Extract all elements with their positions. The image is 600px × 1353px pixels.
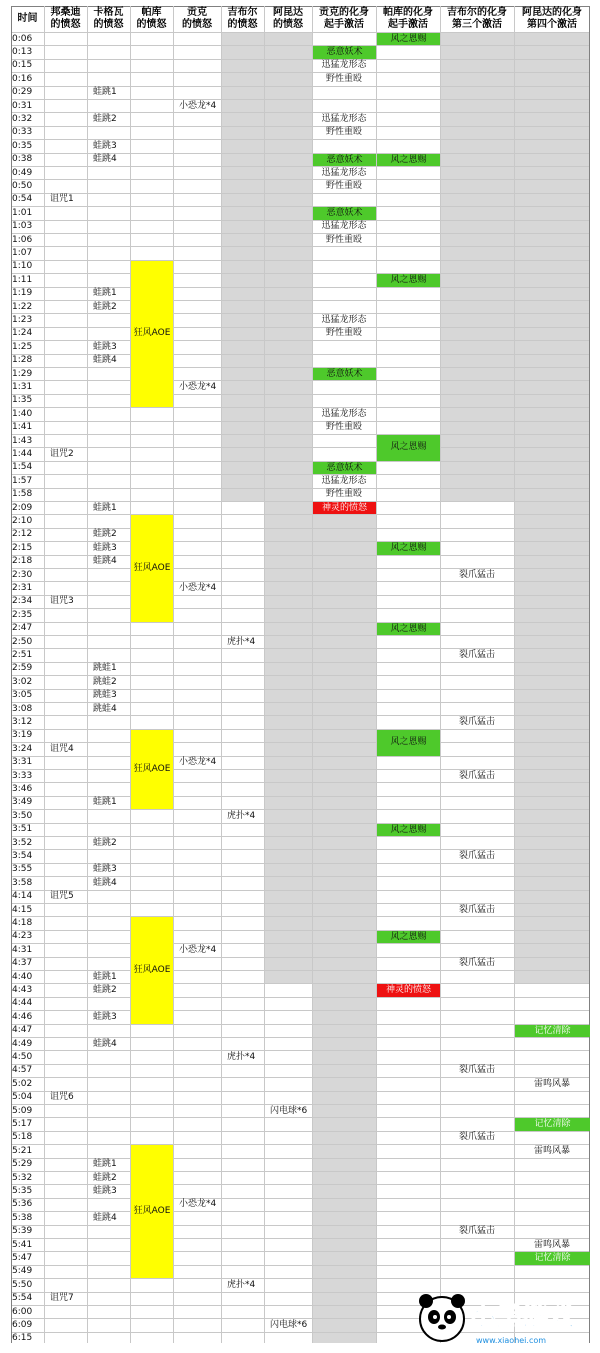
time-cell: 0:13	[12, 46, 33, 57]
event-cell: 跳蛙1	[93, 663, 117, 674]
event-cell: 蛙跳4	[93, 154, 117, 165]
time-cell: 1:01	[12, 207, 33, 218]
time-cell: 6:00	[12, 1306, 33, 1317]
event-cell: 裂爪猛击	[458, 569, 495, 580]
event-cell: 裂爪猛击	[458, 1065, 495, 1076]
event-cell: 诅咒4	[50, 743, 74, 754]
event-cell: 野性重殴	[325, 73, 362, 84]
event-cell: 小恐龙*4	[179, 582, 217, 593]
time-cell: 3:55	[12, 864, 33, 875]
event-cell: 蛙跳4	[93, 355, 117, 366]
time-cell: 3:24	[12, 743, 33, 754]
column-header-line: 的愤怒	[136, 19, 167, 30]
time-cell: 2:50	[12, 636, 33, 647]
event-cell: 迅猛龙形态	[321, 221, 367, 232]
column-header-line: 帕库的化身	[383, 7, 433, 18]
column-header-line: 的愤怒	[227, 19, 258, 30]
event-cell: 裂爪猛击	[458, 958, 495, 969]
time-cell: 3:31	[12, 757, 33, 768]
merged-event-cell: 狂风AOE	[131, 730, 173, 809]
event-cell: 蛙跳2	[93, 529, 117, 540]
event-cell: 裂爪猛击	[458, 1226, 495, 1237]
time-cell: 0:16	[12, 73, 33, 84]
time-cell: 0:33	[12, 127, 33, 138]
event-cell: 记忆清除	[515, 1252, 590, 1264]
event-cell: 野性重殴	[325, 422, 362, 433]
logo-text: 小黑游戏	[470, 1302, 575, 1332]
event-cell: 诅咒5	[50, 891, 74, 902]
time-cell: 4:43	[12, 984, 33, 995]
event-cell: 迅猛龙形态	[321, 475, 367, 486]
event-cell: 风之恩赐	[377, 623, 440, 635]
time-cell: 5:29	[12, 1159, 33, 1170]
event-cell: 恶意妖术	[313, 46, 376, 58]
event-cell: 裂爪猛击	[458, 1132, 495, 1143]
event-cell: 记忆清除	[515, 1025, 590, 1037]
time-cell: 1:28	[12, 355, 33, 366]
event-cell: 雷鸣风暴	[533, 1239, 570, 1250]
time-cell: 4:49	[12, 1038, 33, 1049]
time-cell: 2:31	[12, 582, 33, 593]
time-cell: 6:09	[12, 1319, 33, 1330]
time-cell: 3:50	[12, 810, 33, 821]
time-cell: 1:23	[12, 314, 33, 325]
time-cell: 2:47	[12, 623, 33, 634]
event-cell: 诅咒6	[50, 1092, 74, 1103]
event-cell: 闪电球*6	[270, 1105, 308, 1116]
column-header-line: 时间	[17, 13, 38, 24]
event-cell: 蛙跳4	[93, 1038, 117, 1049]
event-cell: 小恐龙*4	[179, 944, 217, 955]
time-cell: 3:19	[12, 730, 33, 741]
event-cell: 蛙跳1	[93, 502, 117, 513]
merged-event-cell: 狂风AOE	[131, 917, 173, 1023]
event-cell: 裂爪猛击	[458, 770, 495, 781]
time-cell: 0:15	[12, 60, 33, 71]
time-cell: 5:50	[12, 1279, 33, 1290]
time-cell: 2:12	[12, 529, 33, 540]
time-cell: 5:02	[12, 1078, 33, 1089]
time-cell: 0:06	[12, 33, 33, 44]
event-cell: 虎扑*4	[227, 810, 256, 821]
event-cell: 蛙跳4	[93, 1212, 117, 1223]
time-cell: 3:58	[12, 877, 33, 888]
column-header-line: 的愤怒	[93, 19, 124, 30]
event-cell: 跳蛙4	[93, 703, 117, 714]
event-cell: 蛙跳3	[93, 140, 117, 151]
column-header-line: 的愤怒	[182, 19, 212, 30]
column-header-line: 起手激活	[324, 19, 364, 30]
time-cell: 0:29	[12, 87, 33, 98]
time-cell: 4:37	[12, 958, 33, 969]
event-cell: 蛙跳1	[93, 87, 117, 98]
time-cell: 2:18	[12, 556, 33, 567]
time-cell: 1:35	[12, 395, 33, 406]
time-cell: 4:57	[12, 1065, 33, 1076]
time-cell: 5:49	[12, 1266, 33, 1277]
time-cell: 2:10	[12, 515, 33, 526]
time-cell: 5:09	[12, 1105, 33, 1116]
time-cell: 4:47	[12, 1025, 33, 1036]
event-cell: 蛙跳1	[93, 797, 117, 808]
event-cell: 野性重殴	[325, 234, 362, 245]
time-cell: 1:29	[12, 368, 33, 379]
event-cell: 诅咒1	[50, 194, 74, 205]
event-cell: 神灵的愤怒	[313, 502, 376, 514]
event-cell: 跳蛙3	[93, 690, 117, 701]
event-cell: 风之恩赐	[377, 824, 440, 836]
time-cell: 5:21	[12, 1145, 33, 1156]
event-cell: 蛙跳2	[93, 1172, 117, 1183]
column-header-line: 阿昆达	[273, 7, 303, 18]
time-cell: 3:33	[12, 770, 33, 781]
event-cell: 蛙跳3	[93, 1185, 117, 1196]
merged-event-cell: 风之恩赐	[377, 435, 440, 461]
event-cell: 虎扑*4	[227, 1279, 256, 1290]
event-cell: 闪电球*6	[270, 1319, 308, 1330]
event-cell: 迅猛龙形态	[321, 314, 367, 325]
event-cell: 蛙跳2	[93, 984, 117, 995]
column-header-line: 邦桑迪	[50, 7, 81, 18]
event-cell: 裂爪猛击	[458, 850, 495, 861]
time-cell: 5:36	[12, 1199, 33, 1210]
time-cell: 1:54	[12, 462, 33, 473]
event-cell: 小恐龙*4	[179, 1199, 217, 1210]
event-cell: 记忆清除	[515, 1118, 590, 1130]
event-cell: 蛙跳2	[93, 837, 117, 848]
time-cell: 2:35	[12, 609, 33, 620]
time-cell: 3:49	[12, 797, 33, 808]
event-cell: 神灵的愤怒	[377, 984, 440, 996]
event-cell: 蛙跳4	[93, 556, 117, 567]
time-cell: 3:52	[12, 837, 33, 848]
time-cell: 1:57	[12, 475, 33, 486]
time-cell: 1:58	[12, 489, 33, 500]
time-cell: 1:31	[12, 381, 33, 392]
event-cell: 蛙跳1	[93, 971, 117, 982]
time-cell: 2:51	[12, 649, 33, 660]
time-cell: 1:03	[12, 221, 33, 232]
time-cell: 0:54	[12, 194, 33, 205]
time-cell: 1:24	[12, 328, 33, 339]
column-header-line: 的愤怒	[50, 19, 81, 30]
merged-event-cell: 狂风AOE	[131, 515, 173, 621]
event-cell: 诅咒2	[50, 448, 74, 459]
event-cell: 野性重殴	[325, 328, 362, 339]
time-cell: 1:11	[12, 274, 33, 285]
time-cell: 2:59	[12, 663, 33, 674]
merged-event-cell: 狂风AOE	[131, 261, 173, 407]
event-cell: 蛙跳3	[93, 542, 117, 553]
time-cell: 1:19	[12, 288, 33, 299]
time-cell: 3:12	[12, 716, 33, 727]
time-cell: 3:46	[12, 783, 33, 794]
event-cell: 迅猛龙形态	[321, 408, 367, 419]
time-cell: 1:41	[12, 422, 33, 433]
time-cell: 4:18	[12, 917, 33, 928]
time-cell: 1:06	[12, 234, 33, 245]
time-cell: 5:35	[12, 1185, 33, 1196]
time-cell: 4:46	[12, 1011, 33, 1022]
column-header-line: 阿昆达的化身	[522, 7, 582, 18]
event-cell: 风之恩赐	[377, 274, 440, 286]
time-cell: 3:54	[12, 850, 33, 861]
event-cell: 雷鸣风暴	[533, 1078, 570, 1089]
event-cell: 虎扑*4	[227, 636, 256, 647]
time-cell: 1:40	[12, 408, 33, 419]
time-cell: 1:44	[12, 448, 33, 459]
event-cell: 小恐龙*4	[179, 757, 217, 768]
column-header-line: 的愤怒	[273, 19, 303, 30]
event-cell: 雷鸣风暴	[533, 1145, 570, 1156]
time-cell: 1:43	[12, 435, 33, 446]
event-cell: 野性重殴	[325, 127, 362, 138]
event-cell: 诅咒3	[50, 596, 74, 607]
column-header-line: 起手激活	[388, 19, 428, 30]
time-cell: 4:40	[12, 971, 33, 982]
time-cell: 5:54	[12, 1293, 33, 1304]
event-cell: 蛙跳2	[93, 113, 117, 124]
column-header-line: 贡克的化身	[319, 7, 369, 18]
event-cell: 野性重殴	[325, 180, 362, 191]
time-cell: 2:34	[12, 596, 33, 607]
event-cell: 蛙跳3	[93, 864, 117, 875]
event-cell: 野性重殴	[325, 489, 362, 500]
time-cell: 6:15	[12, 1333, 33, 1344]
event-cell: 小恐龙*4	[179, 100, 217, 111]
event-cell: 风之恩赐	[377, 931, 440, 943]
time-cell: 4:31	[12, 944, 33, 955]
time-cell: 5:41	[12, 1239, 33, 1250]
time-cell: 0:35	[12, 140, 33, 151]
panda-mascot-icon	[419, 1294, 465, 1341]
logo-url: www.xiaohei.com	[476, 1336, 547, 1345]
event-cell: 虎扑*4	[227, 1051, 256, 1062]
time-cell: 4:50	[12, 1051, 33, 1062]
merged-event-cell: 风之恩赐	[377, 730, 440, 756]
merged-event-cell: 狂风AOE	[131, 1145, 173, 1278]
event-cell: 蛙跳4	[93, 877, 117, 888]
time-cell: 4:44	[12, 998, 33, 1009]
time-cell: 2:15	[12, 542, 33, 553]
schedule-spreadsheet	[11, 6, 590, 1343]
event-cell: 迅猛龙形态	[321, 167, 367, 178]
time-cell: 0:49	[12, 167, 33, 178]
time-cell: 3:08	[12, 703, 33, 714]
time-cell: 3:05	[12, 690, 33, 701]
time-cell: 5:39	[12, 1226, 33, 1237]
time-cell: 1:25	[12, 341, 33, 352]
column-header-line: 贡克	[187, 7, 207, 18]
time-cell: 2:30	[12, 569, 33, 580]
time-cell: 5:18	[12, 1132, 33, 1143]
event-cell: 裂爪猛击	[458, 904, 495, 915]
time-cell: 5:47	[12, 1252, 33, 1263]
table-body	[11, 6, 590, 1343]
time-cell: 0:32	[12, 113, 33, 124]
time-cell: 4:14	[12, 891, 33, 902]
event-cell: 风之恩赐	[377, 33, 440, 45]
event-cell: 蛙跳2	[93, 301, 117, 312]
time-cell: 1:10	[12, 261, 33, 272]
time-cell: 3:51	[12, 824, 33, 835]
column-header-line: 第四个激活	[527, 19, 577, 30]
column-header-line: 吉布尔	[227, 7, 258, 18]
event-cell: 恶意妖术	[313, 462, 376, 474]
time-cell: 0:31	[12, 100, 33, 111]
event-cell: 迅猛龙形态	[321, 60, 367, 71]
event-cell: 恶意妖术	[313, 207, 376, 219]
time-cell: 1:07	[12, 247, 33, 258]
time-cell: 5:04	[12, 1092, 33, 1103]
time-cell: 5:32	[12, 1172, 33, 1183]
column-header-line: 卡格瓦	[93, 7, 124, 18]
xiaohei-watermark-logo	[412, 1289, 592, 1349]
event-cell: 风之恩赐	[377, 542, 440, 554]
time-cell: 5:17	[12, 1118, 33, 1129]
event-cell: 迅猛龙形态	[321, 113, 367, 124]
time-cell: 3:02	[12, 676, 33, 687]
time-cell: 0:50	[12, 180, 33, 191]
column-header-line: 第三个激活	[452, 19, 502, 30]
event-cell: 风之恩赐	[377, 154, 440, 166]
event-cell: 蛙跳3	[93, 1011, 117, 1022]
time-cell: 0:38	[12, 154, 33, 165]
event-cell: 裂爪猛击	[458, 716, 495, 727]
event-cell: 恶意妖术	[313, 368, 376, 380]
event-cell: 蛙跳1	[93, 288, 117, 299]
column-header-line: 吉布尔的化身	[447, 7, 507, 18]
event-cell: 小恐龙*4	[179, 381, 217, 392]
event-cell: 蛙跳1	[93, 1159, 117, 1170]
event-cell: 裂爪猛击	[458, 649, 495, 660]
time-cell: 2:09	[12, 502, 33, 513]
time-cell: 4:23	[12, 931, 33, 942]
time-cell: 4:15	[12, 904, 33, 915]
event-cell: 诅咒7	[50, 1293, 74, 1304]
event-cell: 恶意妖术	[313, 154, 376, 166]
event-cell: 跳蛙2	[93, 676, 117, 687]
event-cell: 蛙跳3	[93, 341, 117, 352]
time-cell: 1:22	[12, 301, 33, 312]
time-cell: 5:38	[12, 1212, 33, 1223]
column-header-line: 帕库	[141, 7, 162, 18]
